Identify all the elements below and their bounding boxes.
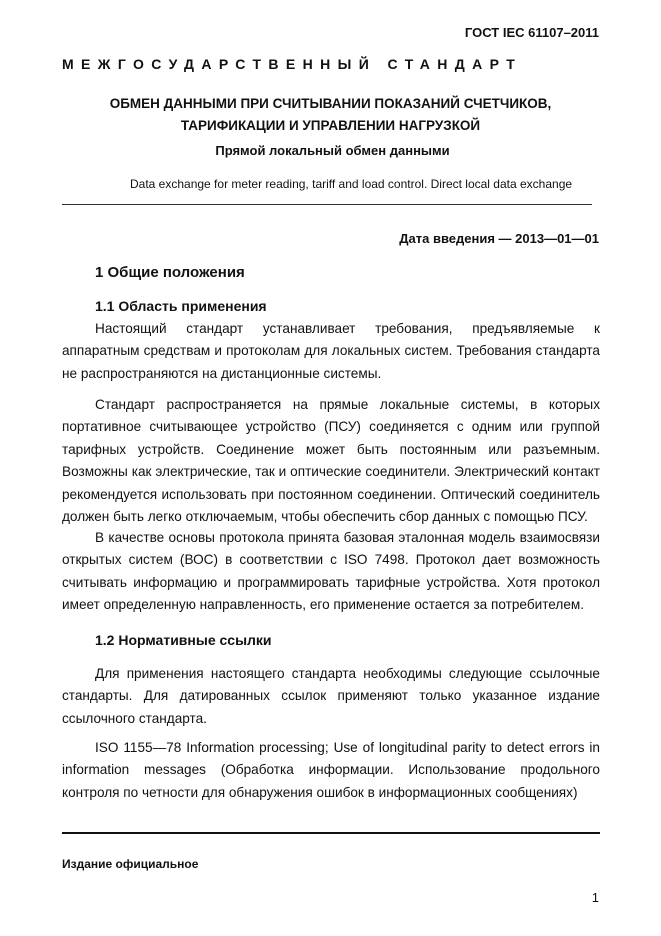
subtitle: [0, 143, 661, 158]
title-divider: [62, 204, 592, 205]
paragraph: [62, 318, 600, 385]
subtitle-text: Прямой локальный обмен данными: [215, 143, 450, 158]
paragraph: [62, 737, 600, 804]
footer-divider: [62, 832, 600, 834]
page-number: 1: [591, 890, 599, 905]
paragraph-text: В качестве основы протокола принята базовая эталонная модель взаимосвязи открытых систем (ВОС) в соответствии с ISO 7498. Протокол дает возможность считывать информацию и программировать тарифные устройства. Хотя протокол имеет определенную направленность, его применение остается за потребителем.: [62, 530, 600, 613]
edition-label: Издание официальное: [62, 857, 199, 871]
title-line-1: ОБМЕН ДАННЫМИ ПРИ СЧИТЫВАНИИ ПОКАЗАНИЙ СЧЕТЧИКОВ,: [109, 96, 552, 111]
section-1-1-heading: 1.1 Область применения: [95, 298, 267, 314]
standard-code: ГОСТ IEC 61107–2011: [464, 25, 599, 40]
paragraph-text: Стандарт распространяется на прямые локальные системы, в которых портативное считывающее устройство (ПСУ) соединяется с одним или группой тарифных устройств. Соединение может быть постоянным или разъемным. Возможны как электрические, так и оптические соединители. Электрический контакт рекомендуется использовать при постоянном соединении. Оптический соединитель должен быть легко отключаемым, чтобы обеспечить сбор данных с помощью ПСУ.: [62, 397, 600, 525]
standard-kind: МЕЖГОСУДАРСТВЕННЫЙ СТАНДАРТ: [62, 56, 523, 72]
section-1-2-heading: 1.2 Нормативные ссылки: [95, 632, 272, 648]
paragraph-text: Настоящий стандарт устанавливает требования, предъявляемые к аппаратным средствам и протоколам для локальных систем. Требования стандарта не распространяются на дистанционные системы.: [62, 321, 600, 381]
intro-date: Дата введения — 2013—01—01: [399, 231, 599, 246]
section-1-heading: 1 Общие положения: [95, 264, 245, 281]
paragraph-text: Для применения настоящего стандарта необходимы следующие ссылочные стандарты. Для датированных ссылок применяют только указанное издание ссылочного стандарта.: [62, 666, 600, 726]
paragraph: [62, 663, 600, 730]
paragraph: [62, 527, 600, 617]
title-line-2: ТАРИФИКАЦИИ И УПРАВЛЕНИИ НАГРУЗКОЙ: [180, 118, 481, 133]
paragraph: [62, 394, 600, 528]
english-title: Data exchange for meter reading, tariff and load control. Direct local data exchange: [130, 177, 573, 191]
paragraph-text: ISO 1155—78 Information processing; Use of longitudinal parity to detect errors in information messages (Обработка информации. Использование продольного контроля по четности для обнаружения ошибок в информационных сообщениях): [62, 740, 600, 800]
